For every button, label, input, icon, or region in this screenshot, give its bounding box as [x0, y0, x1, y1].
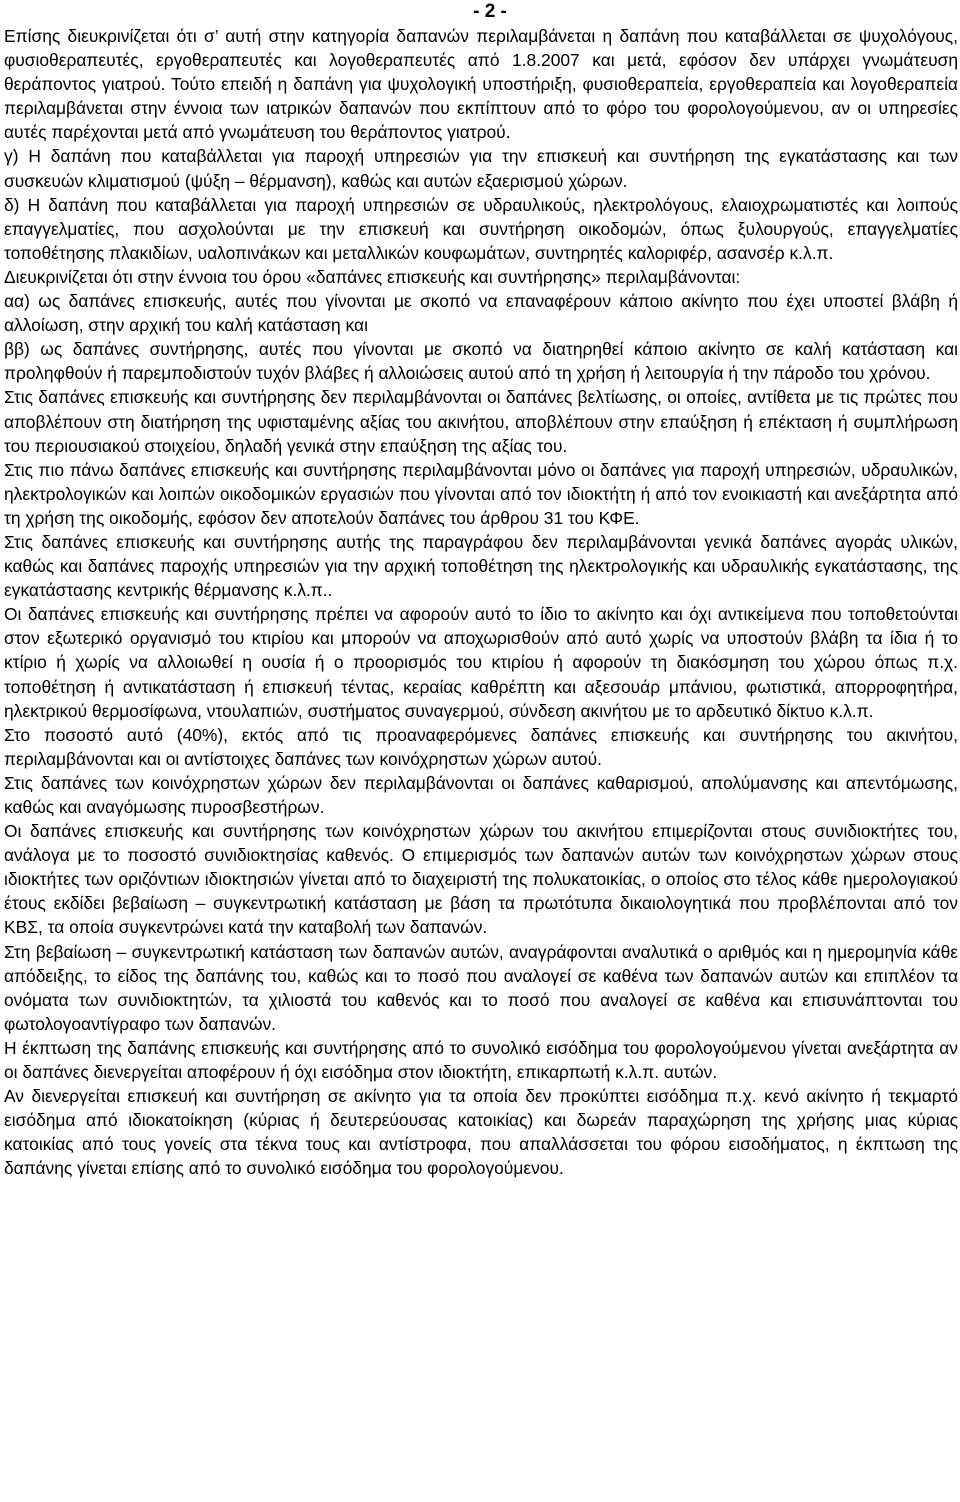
paragraph-included-services: Στις πιο πάνω δαπάνες επισκευής και συντήρησης περιλαμβάνονται μόνο οι δαπάνες για παροχή υπηρεσιών, υδραυλικών, ηλεκτρολογικών και λοιπών οικοδομικών εργασιών που γίνονται από τον ιδιοκτήτη ή από τον ενοικιαστή και ανεξάρτητα από τη χρήση της οικοδομής, εφόσον δεν αποτελούν δαπάνες του άρθρου 31 του ΚΦΕ.	[4, 459, 958, 528]
page-number: - 2 -	[473, 1, 507, 22]
paragraph-item-bb-maintenance: ββ) ως δαπάνες συντήρησης, αυτές που γίνονται με σκοπό να διατηρηθεί κάποιο ακίνητο σε καλή κατάσταση και προληφθούν ή παρεμποδιστούν τυχόν βλάβες ή αλλοιώσεις αυτού από τη χρήση ή λειτουργία ή την πάροδο του χρόνου.	[4, 339, 958, 384]
paragraph-deduction-income: Η έκπτωση της δαπάνης επισκευής και συντήρησης από το συνολικό εισόδημα του φορολογούμενου γίνεται ανεξάρτητα αν οι δαπάνες διενεργείται αποφέρουν ή όχι εισόδημα στον ιδιοκτήτη, επικαρπωτή κ.λ.π. αυτών.	[4, 1037, 958, 1083]
paragraph-improvement-expenses: Στις δαπάνες επισκευής και συντήρησης δεν περιλαμβάνονται οι δαπάνες βελτίωσης, οι οποίες, αντίθετα με τις πρώτες που αποβλέπουν στη διατήρηση της υφισταμένης αξίας του ακινήτου, αποβλέπουν στην επαύξηση ή επέκταση ή συμπλήρωση του περιουσιακού στοιχείου, δηλαδή γενικά στην επαύξηση της αξίας του.	[4, 387, 958, 456]
paragraph-no-income-property: Αν διενεργείται επισκευή και συντήρηση σε ακίνητο για τα οποία δεν προκύπτει εισόδημα π.χ. κενό ακίνητο ή τεκμαρτό εισόδημα από ιδιοκατοίκηση (κύριας ή δευτερεύουσας κατοικίας) και δωρεάν παραχώρηση της χρήσης μιας κύριας κατοικίας από τους γονείς στα τέκνα τους και αντίστροφα, που απαλλάσσεται του φόρου εισοδήματος, η έκπτωση της δαπάνης γίνεται επίσης από το συνολικό εισόδημα του φορολογούμενου.	[4, 1086, 958, 1179]
paragraph-certificate-contents: Στη βεβαίωση – συγκεντρωτική κατάσταση των δαπανών αυτών, αναγράφονται αναλυτικά ο αριθμός και η ημερομηνία κάθε απόδειξης, το είδος της δαπάνης του, καθώς και το ποσό που αναλογεί σε καθένα των δαπανών αυτών και επιπλέον τα ονόματα των συνιδιοκτητών, τα χιλιοστά του καθενός και το ποσό που αναλογεί σε καθένα και επισυνάπτονται του φωτολογοαντίγραφο των δαπανών.	[4, 941, 958, 1034]
paragraph-excluded-materials: Στις δαπάνες επισκευής και συντήρησης αυτής της παραγράφου δεν περιλαμβάνονται γενικά δαπάνες αγοράς υλικών, καθώς και δαπάνες παροχής υπηρεσιών για την αρχική τοποθέτηση της ηλεκτρολογικής και υδραυλικής εγκατάστασης, της εγκατάστασης κεντρικής θέρμανσης κ.λ.π..	[4, 531, 958, 601]
paragraph-item-d-tradesmen: δ) Η δαπάνη που καταβάλλεται για παροχή υπηρεσιών σε υδραυλικούς, ηλεκτρολόγους, ελαιοχρωματιστές και λοιπούς επαγγελματίες, που ασχολούνται με την επισκευή και συντήρηση οικοδομών, όπως ξυλουργούς, επαγγελματίες τοποθέτησης πλακιδίων, υαλοπινάκων και μεταλλικών κουφωμάτων, συντηρητές καλοριφέρ, ασανσέρ κ.λ.π.	[4, 194, 958, 263]
paragraph-psychologists: Επίσης διευκρινίζεται ότι σ’ αυτή στην κατηγορία δαπανών περιλαμβάνεται η δαπάνη που καταβάλλεται σε ψυχολόγους, φυσιοθεραπευτές, εργοθεραπευτές και λογοθεραπευτές από 1.8.2007 και μετά, εφόσον δεν υπάρχει γνωμάτευση θεράποντος γιατρού. Τούτο επειδή η δαπάνη για ψυχολογική υποστήριξη, φυσιοθεραπεία, εργοθεραπεία και λογοθεραπεία περιλαμβάνεται στην έννοια των ιατρικών δαπανών που εκπίπτουν από το φόρο του φορολογούμενου, αν οι υπηρεσίες αυτές παρέχονται μετά από γνωμάτευση του θεράποντος γιατρού.	[4, 26, 958, 143]
paragraph-property-itself: Οι δαπάνες επισκευής και συντήρησης πρέπει να αφορούν αυτό το ίδιο το ακίνητο και όχι αντικείμενα που τοποθετούνται στον εξωτερικό οργανισμό του κτιρίου και μπορούν να αποχωρισθούν από αυτό χωρίς να υποστούν βλάβη τα ίδια ή το κτίριο ή χωρίς να αλλοιωθεί η ουσία ή ο προορισμός του κτιρίου ή αφορούν τη διακόσμηση του χώρου όπως π.χ. τοποθέτηση ή αντικατάσταση ή επισκευή τέντας, κεραίας καθρέπτη και αξεσουάρ μπάνιου, φωτιστικά, απορροφητήρα, ηλεκτρικού θερμοσίφωνα, ντουλαπιών, συστήματος συναγερμού, σύνδεση ακινήτου με το αρδευτικό δίκτυο κ.λ.π.	[4, 604, 958, 721]
document-page	[4, 0, 958, 1181]
paragraph-item-aa-repair: αα) ως δαπάνες επισκευής, αυτές που γίνονται με σκοπό να επαναφέρουν κάποιο ακίνητο που έχει υποστεί βλάβη ή αλλοίωση, στην αρχική του καλή κατάσταση και	[4, 291, 958, 336]
paragraph-percentage-40: Στο ποσοστό αυτό (40%), εκτός από τις προαναφερόμενες δαπάνες επισκευής και συντήρησης του ακινήτου, περιλαμβάνονται και οι αντίστοιχες δαπάνες των κοινόχρηστων χώρων αυτού.	[4, 724, 958, 769]
paragraph-common-areas-excluded: Στις δαπάνες των κοινόχρηστων χώρων δεν περιλαμβάνονται οι δαπάνες καθαρισμού, απολύμανσης και απεντόμωσης, καθώς και αναγόμωσης πυροσβεστήρων.	[4, 772, 958, 817]
paragraph-common-areas-allocation: Οι δαπάνες επισκευής και συντήρησης των κοινόχρηστων χώρων του ακινήτου επιμερίζονται στους συνιδιοκτήτες του, ανάλογα με το ποσοστό συνιδιοκτησίας καθενός. Ο επιμερισμός των δαπανών αυτών των κοινόχρηστων χώρων στους ιδιοκτήτες των οριζόντιων ιδιοκτησιών γίνεται από το διαχειριστή της πολυκατοικίας, ο οποίος στο τέλος κάθε ημερολογιακού έτους εκδίδει βεβαίωση – συγκεντρωτική κατάσταση με βάση τα πρωτότυπα δικαιολογητικά που προβλέπονται από τον ΚΒΣ, τα οποία συγκεντρώνει κατά την καταβολή των δαπανών.	[4, 821, 958, 938]
paragraph-item-c-air-conditioning: γ) Η δαπάνη που καταβάλλεται για παροχή υπηρεσιών για την επισκευή και συντήρηση της εγκατάστασης και των συσκευών κλιματισμού (ψύξη – θέρμανση), καθώς και αυτών εξαερισμού χώρων.	[4, 146, 958, 191]
paragraph-clarification-heading: Διευκρινίζεται ότι στην έννοια του όρου «δαπάνες επισκευής και συντήρησης» περιλαμβάνονται:	[4, 266, 741, 287]
